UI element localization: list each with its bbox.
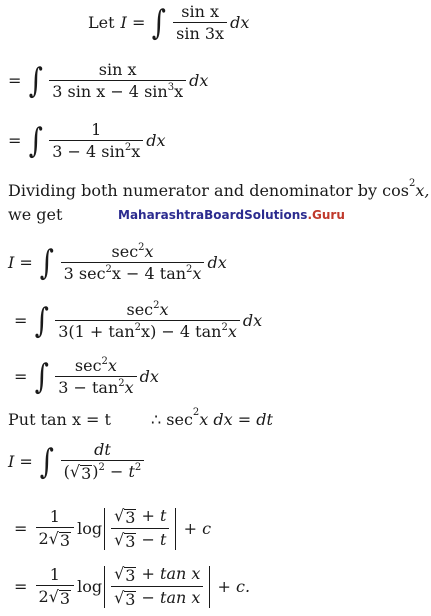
- fraction: [49, 122, 143, 160]
- equation-line-9: = 1 2 √ 3 log √ 3 + t √ 3 − t + c: [14, 506, 212, 551]
- dx: dx: [146, 131, 166, 150]
- fraction: $\frac{\sec^2x}{3(1 + \tan^2x) - 4 \tan^2x}$: [55, 302, 240, 340]
- dx: dx: [189, 71, 209, 90]
- equation-line-2: = ∫ $\frac{\text{sin x}}{3 \sin x - 4 \sin^3x}$ dx: [8, 60, 209, 101]
- denominator: sin 3x: [173, 22, 227, 42]
- substitution-line: Put tan x = t ∴ sec 2 x dx = dt: [8, 407, 273, 429]
- fraction: dt ( √ 3 )$^2 - t^2$: [61, 442, 145, 482]
- watermark: MaharashtraBoardSolutions .Guru: [118, 208, 345, 222]
- integral-sign: ∫: [28, 61, 43, 101]
- integral-sign: ∫: [28, 121, 43, 161]
- numerator: sin x: [181, 2, 219, 21]
- integral-sign: ∫: [152, 3, 167, 43]
- integral-sign: ∫: [34, 357, 49, 397]
- integral-sign: ∫: [39, 243, 54, 283]
- numerator: sin x: [98, 60, 137, 79]
- dx: dx: [230, 13, 250, 32]
- fraction: [49, 62, 186, 100]
- coefficient: 1 2 √ 3: [36, 567, 75, 607]
- fraction: [173, 4, 227, 42]
- prose-line-2: we get: [8, 205, 63, 224]
- absolute-value: √ 3 + t √ 3 − t: [104, 508, 176, 550]
- integral-sign: ∫: [34, 301, 49, 341]
- prose-line-1: Dividing both numerator and denominator by cos 2 x,: [8, 178, 430, 200]
- let-text: Let: [88, 13, 115, 32]
- numerator: 1: [91, 120, 102, 139]
- equation-line-5: = ∫ $\frac{\sec^2x}{3(1 + \tan^2x) - 4 \tan^2x}$ dx: [14, 300, 263, 341]
- denominator: 3 sin x − 4 $\sin^3x$: [49, 80, 186, 100]
- equation-line-10: = 1 2 √ 3 log √ 3 + tan x √ 3 − tan x + c.: [14, 564, 251, 609]
- denominator: 3 − 4 $\sin^2x$: [49, 140, 143, 160]
- coefficient: 1 2 √ 3: [36, 509, 75, 549]
- equation-line-6: = ∫ $\frac{\sec^2x}{3 - \tan^2x}$ dx: [14, 356, 159, 397]
- equation-line-1: Let I = ∫ $\frac{\text{sin x}}{\sin 3x}$ dx: [88, 2, 250, 43]
- equation-line-8: I = ∫ dt ( √ 3 )$^2 - t^2$: [8, 442, 147, 482]
- variable-i: I: [120, 13, 127, 32]
- integral-sign: ∫: [39, 442, 54, 482]
- equation-line-4: I = ∫ $\frac{\sec^2x}{3 \sec^2x - 4 \tan^2x}$ dx: [8, 242, 227, 283]
- equation-line-3: = ∫ $\frac{1}{3 - 4 \sin^2x}$ dx: [8, 120, 166, 161]
- fraction: $\frac{\sec^2x}{3 - \tan^2x}$: [55, 358, 136, 396]
- absolute-value: √ 3 + tan x √ 3 − tan x: [104, 566, 210, 608]
- fraction: $\frac{\sec^2x}{3 \sec^2x - 4 \tan^2x}$: [61, 244, 205, 282]
